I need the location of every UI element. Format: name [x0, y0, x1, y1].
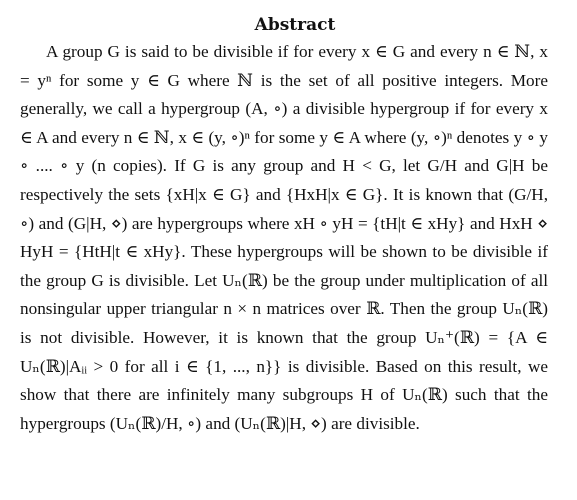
- abstract-title: Abstract: [254, 15, 336, 35]
- abstract-body: A group G is said to be divisible if for every x ∈ G and every n ∈ ℕ, x = yⁿ for some y ∈ G where ℕ is the set of all positive integers. More generally, we call a hypergroup (A, ∘) a divisible hypergroup if for every x ∈ A and every n ∈ ℕ, x ∈ (y, ∘)ⁿ for some y ∈ A where (y, ∘)ⁿ denotes y ∘ y ∘ .... ∘ y (n copies). If G is any group and H < G, let G/H and G|H be respectively the sets {xH|x ∈ G} and {HxH|x ∈ G}. It is known that (G/H, ∘) and (G|H, ⋄) are hypergroups where xH ∘ yH = {tH|t ∈ xHy} and HxH ⋄ HyH = {HtH|t ∈ xHy}. These hypergroups will be shown to be divisible if the group G is divisible. Let Uₙ(ℝ) be the group under multiplication of all nonsingular upper triangular n × n matrices over ℝ. Then the group Uₙ(ℝ) is not divisible. However, it is known that the group Uₙ⁺(ℝ) = {A ∈ Uₙ(ℝ)|Aᵢᵢ > 0 for all i ∈ {1, ..., n}} is divisible. Based on this result, we show that there are infinitely many subgroups H of Uₙ(ℝ) such that the hypergroups (Uₙ(ℝ)/H, ∘) and (Uₙ(ℝ)|H, ⋄) are divisible.: [20, 42, 548, 433]
- abstract-section: [20, 14, 548, 438]
